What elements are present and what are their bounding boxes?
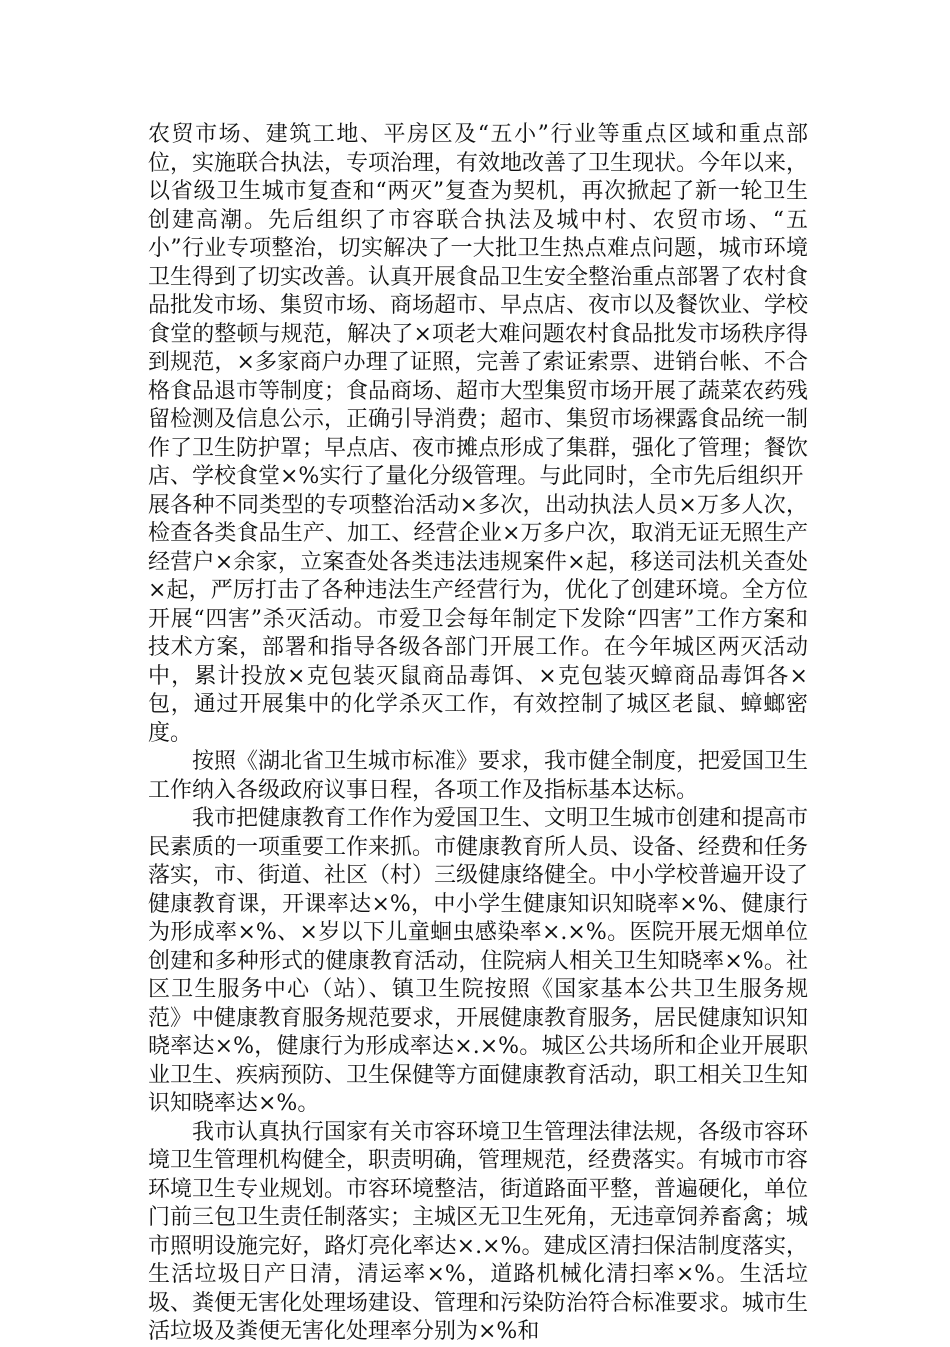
document-page <box>148 121 808 1347</box>
paragraph-health-education: 我市把健康教育工作作为爱国卫生、文明卫生城市创建和提高市民素质的一项重要工作来抓。市健康教育所人员、设备、经费和任务落实，市、街道、社区（村）三级健康络健全。中小学校普遍开设了健康教育课，开课率达×%，中小学生健康知识知晓率×%、健康行为形成率×%、×岁以下儿童蛔虫感染率×.×%。医院开展无烟单位创建和多种形式的健康教育活动，住院病人相关卫生知晓率×%。社区卫生服务中心（站）、镇卫生院按照《国家基本公共卫生服务规范》中健康教育服务规范要求，开展健康教育服务，居民健康知识知晓率达×%，健康行为形成率达×.×%。城区公共场所和企业开展职业卫生、疾病预防、卫生保健等方面健康教育活动，职工相关卫生知识知晓率达×%。 <box>148 806 809 1116</box>
paragraph-special-campaigns: 展各种不同类型的专项整治活动×多次，出动执法人员×万多人次，检查各类食品生产、加工、经营企业×万多户次，取消无证无照生产经营户×余家，立案查处各类违法违规案件×起，移送司法机关查处×起，严厉打击了各种违法生产经营行为，优化了创建环境。全方位开展“四害”杀灭活动。市爱卫会每年制定下发除“四害”工作方案和技术方案，部署和指导各级各部门开展工作。在今年城区两灭活动中，累计投放×克包装灭鼠商品毒饵、×克包装灭蟑商品毒饵各×包，通过开展集中的化学杀灭工作，有效控制了城区老鼠、蟑螂密度。 <box>148 492 808 746</box>
paragraph-sanitation-rectification: 农贸市场、建筑工地、平房区及“五小”行业等重点区域和重点部位，实施联合执法，专项治理，有效地改善了卫生现状。今年以来，以省级卫生城市复查和“两灭”复查为契机，再次掀起了新一轮卫生创建高潮。先后组织了市容联合执法及城中村、农贸市场、“五小”行业专项整治，切实解决了一大批卫生热点难点问题，城市环境卫生得到了切实改善。认真开展食品卫生安全整治重点部署了农村食品批发市场、集贸市场、商场超市、早点店、夜市以及餐饮业、学校食堂的整顿与规范，解决了×项老大难问题农村食品批发市场秩序得到规范，×多家商户办理了证照，完善了索证索票、进销台帐、不合格食品退市等制度；食品商场、超市大型集贸市场开展了蔬菜农药残留检测及信息公示，正确引导消费；超市、集贸市场裸露食品统一制作了卫生防护罩；早点店、夜市摊点形成了集群，强化了管理；餐饮店、学校食堂×%实行了量化分级管理。与此同时，全市先后组织开 <box>148 122 809 489</box>
paragraph-provincial-standard: 按照《湖北省卫生城市标准》要求，我市健全制度，把爱国卫生工作纳入各级政府议事日程，各项工作及指标基本达标。 <box>148 749 809 803</box>
paragraph-city-appearance: 我市认真执行国家有关市容环境卫生管理法律法规，各级市容环境卫生管理机构健全，职责明确，管理规范，经费落实。有城市市容环境卫生专业规划。市容环境整洁，街道路面平整，普遍硬化，单位门前三包卫生责任制落实；主城区无卫生死角，无违章饲养畜禽；城市照明设施完好，路灯亮化率达×.×%。建成区清扫保洁制度落实，生活垃圾日产日清，清运率×%，道路机械化清扫率×%。生活垃圾、粪便无害化处理场建设、管理和污染防治符合标准要求。城市生活垃圾及粪便无害化处理率分别为×%和 <box>148 1119 809 1344</box>
